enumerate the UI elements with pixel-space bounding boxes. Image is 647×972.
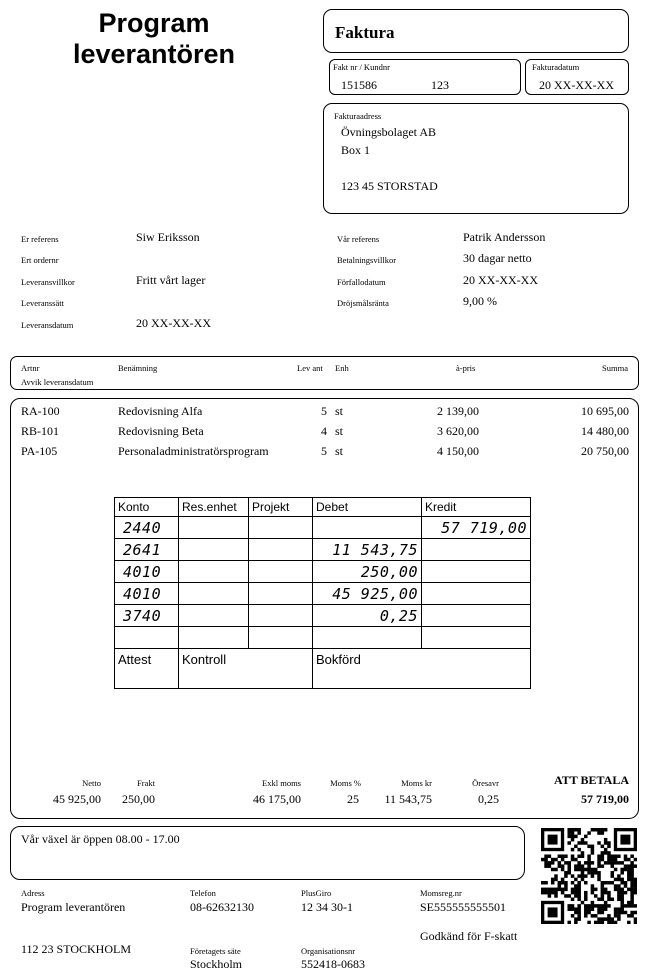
item-artnr: PA-105 <box>21 444 58 458</box>
footer-momsreg-label: Momsreg.nr <box>420 888 462 898</box>
billing-address-label: Fakturaadress <box>334 111 382 121</box>
exkl-moms-value: 46 175,00 <box>253 792 301 806</box>
footer-plusgiro: 12 34 30-1 <box>301 900 353 914</box>
konto-cell <box>115 627 179 649</box>
kontering-header-debet: Debet <box>313 498 422 517</box>
your-reference: Siw Eriksson <box>136 230 200 244</box>
debet-cell <box>313 517 422 539</box>
kontering-row <box>115 539 531 561</box>
delivery-terms-label: Leveransvillkor <box>21 277 75 287</box>
col-apris: à-pris <box>456 363 476 373</box>
oresavr-value: 0,25 <box>478 792 499 806</box>
kredit-cell <box>422 539 531 561</box>
qr-code <box>541 828 637 924</box>
footer-sate-label: Företagets säte <box>190 946 241 956</box>
item-qty: 5 <box>321 444 327 458</box>
doc-title: Faktura <box>335 23 395 42</box>
kontering-row <box>115 583 531 605</box>
projekt-cell <box>249 517 313 539</box>
bokford-cell: Bokförd <box>313 649 531 689</box>
invoice-number: 151586 <box>341 78 377 92</box>
item-unit: st <box>335 444 344 458</box>
attest-cell: Attest <box>115 649 179 689</box>
late-interest: 9,00 % <box>463 294 497 308</box>
footer-momsreg: SE555555555501 <box>420 900 507 914</box>
oresavr-label: Öresavr <box>472 778 499 788</box>
resenhet-cell <box>179 539 249 561</box>
exkl-moms-label: Exkl moms <box>262 778 301 788</box>
projekt-cell <box>249 561 313 583</box>
item-sum: 10 695,00 <box>581 404 629 418</box>
kredit-cell <box>422 605 531 627</box>
projekt-cell <box>249 627 313 649</box>
att-betala-value: 57 719,00 <box>581 792 629 806</box>
invoice-date-box <box>525 59 629 95</box>
kontering-header-resenhet: Res.enhet <box>179 498 249 517</box>
billing-address-line3: 123 45 STORSTAD <box>341 179 438 193</box>
invoice-number-label: Fakt nr / Kundnr <box>333 62 390 72</box>
col-levant: Lev ant <box>297 363 323 373</box>
col-summa: Summa <box>602 363 628 373</box>
projekt-cell <box>249 605 313 627</box>
late-interest-label: Dröjsmålsränta <box>337 298 389 308</box>
item-qty: 5 <box>321 404 327 418</box>
moms-percent-label: Moms % <box>330 778 361 788</box>
att-betala-label: ATT BETALA <box>553 773 629 787</box>
invoice-date-label: Fakturadatum <box>532 62 580 72</box>
footer-sate: Stockholm <box>190 957 243 971</box>
debet-cell: 0,25 <box>313 605 422 627</box>
item-sum: 20 750,00 <box>581 444 629 458</box>
footer-adress2: 112 23 STOCKHOLM <box>21 942 132 956</box>
item-unit: st <box>335 424 344 438</box>
resenhet-cell <box>179 561 249 583</box>
kontering-table <box>114 497 531 689</box>
message-box <box>10 826 525 880</box>
item-unit: st <box>335 404 344 418</box>
delivery-terms: Fritt vårt lager <box>136 273 206 287</box>
kredit-cell <box>422 561 531 583</box>
kontering-header-kredit: Kredit <box>422 498 531 517</box>
payment-terms: 30 dagar netto <box>463 251 532 265</box>
footer-orgnr: 552418-0683 <box>301 957 365 971</box>
projekt-cell <box>249 539 313 561</box>
your-order-label: Ert ordernr <box>21 255 59 265</box>
footer-adress-label: Adress <box>21 888 45 898</box>
kontering-row <box>115 627 531 649</box>
projekt-cell <box>249 583 313 605</box>
due-date-label: Förfallodatum <box>337 277 386 287</box>
item-price: 4 150,00 <box>437 444 479 458</box>
company-title-line1: Program <box>98 8 210 38</box>
kontroll-cell: Kontroll <box>179 649 313 689</box>
konto-cell: 3740 <box>115 605 179 627</box>
debet-cell <box>313 627 422 649</box>
due-date: 20 XX-XX-XX <box>463 273 538 287</box>
your-reference-label: Er referens <box>21 234 59 244</box>
invoice-number-box <box>329 59 521 95</box>
moms-kr-value: 11 543,75 <box>384 792 432 806</box>
item-artnr: RB-101 <box>21 424 60 438</box>
delivery-date-label: Leveransdatum <box>21 320 74 330</box>
billing-address-box <box>323 103 629 214</box>
debet-cell: 250,00 <box>313 561 422 583</box>
col-artnr: Artnr <box>21 363 40 373</box>
resenhet-cell <box>179 627 249 649</box>
resenhet-cell <box>179 583 249 605</box>
message-text: Vår växel är öppen 08.00 - 17.00 <box>21 832 180 846</box>
resenhet-cell <box>179 517 249 539</box>
kontering-row <box>115 605 531 627</box>
item-qty: 4 <box>321 424 327 438</box>
footer-telefon: 08-62632130 <box>190 900 254 914</box>
doc-title-box <box>323 9 629 53</box>
col-avvik: Avvik leveransdatum <box>21 377 94 387</box>
our-reference-label: Vår referens <box>337 234 380 244</box>
kredit-cell <box>422 583 531 605</box>
debet-cell: 11 543,75 <box>313 539 422 561</box>
moms-kr-label: Moms kr <box>401 778 432 788</box>
kontering-row <box>115 517 531 539</box>
item-name: Redovisning Beta <box>118 424 204 438</box>
netto-value: 45 925,00 <box>53 792 101 806</box>
col-benamning: Benämning <box>118 363 158 373</box>
kontering-row <box>115 561 531 583</box>
footer-telefon-label: Telefon <box>190 888 216 898</box>
delivery-date: 20 XX-XX-XX <box>136 316 211 330</box>
item-name: Redovisning Alfa <box>118 404 203 418</box>
billing-address-line1: Övningsbolaget AB <box>341 125 436 139</box>
footer-orgnr-label: Organisationsnr <box>301 946 356 956</box>
footer-plusgiro-label: PlusGiro <box>301 888 332 898</box>
netto-label: Netto <box>82 778 101 788</box>
item-name: Personaladministratörsprogram <box>118 444 269 458</box>
kontering-header-projekt: Projekt <box>249 498 313 517</box>
kontering-header-row <box>115 498 531 517</box>
kontering-sign-row <box>115 649 531 689</box>
debet-cell: 45 925,00 <box>313 583 422 605</box>
items-header <box>10 356 639 390</box>
frakt-label: Frakt <box>137 778 155 788</box>
invoice-date: 20 XX-XX-XX <box>539 78 614 92</box>
payment-terms-label: Betalningsvillkor <box>337 255 397 265</box>
company-title <box>40 8 268 70</box>
item-price: 3 620,00 <box>437 424 479 438</box>
konto-cell: 4010 <box>115 561 179 583</box>
kredit-cell <box>422 627 531 649</box>
customer-number: 123 <box>431 78 449 92</box>
moms-percent-value: 25 <box>347 792 359 806</box>
company-title-line2: leverantören <box>72 39 236 69</box>
our-reference: Patrik Andersson <box>463 230 546 244</box>
footer-fskatt: Godkänd för F-skatt <box>420 929 518 943</box>
delivery-method-label: Leveranssätt <box>21 298 64 308</box>
footer-adress1: Program leverantören <box>21 900 126 914</box>
kredit-cell: 57 719,00 <box>422 517 531 539</box>
billing-address-line2: Box 1 <box>341 143 371 157</box>
resenhet-cell <box>179 605 249 627</box>
col-enh: Enh <box>335 363 349 373</box>
konto-cell: 2641 <box>115 539 179 561</box>
item-artnr: RA-100 <box>21 404 60 418</box>
item-sum: 14 480,00 <box>581 424 629 438</box>
konto-cell: 2440 <box>115 517 179 539</box>
frakt-value: 250,00 <box>122 792 155 806</box>
item-price: 2 139,00 <box>437 404 479 418</box>
konto-cell: 4010 <box>115 583 179 605</box>
kontering-header-konto: Konto <box>115 498 179 517</box>
